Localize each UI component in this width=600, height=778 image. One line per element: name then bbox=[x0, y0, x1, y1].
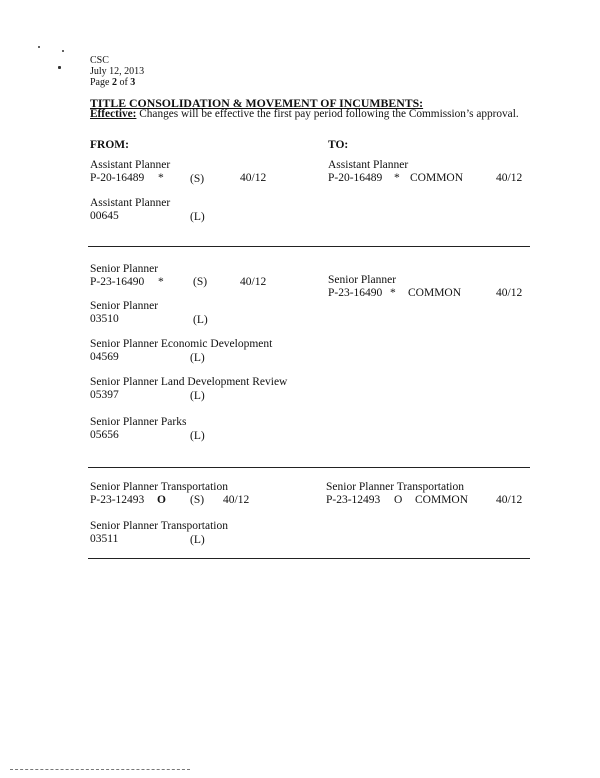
from-status: (L) bbox=[193, 314, 208, 326]
from-status: (S) bbox=[190, 494, 205, 506]
from-status: (L) bbox=[190, 352, 205, 364]
from-flag: * bbox=[158, 276, 164, 288]
header-date: July 12, 2013 bbox=[90, 66, 145, 77]
from-hours: 40/12 bbox=[240, 172, 267, 184]
from-hours: 40/12 bbox=[223, 494, 250, 506]
from-hours: 40/12 bbox=[240, 276, 267, 288]
from-title: Assistant Planner bbox=[90, 197, 171, 209]
scan-edge-artifact bbox=[10, 769, 190, 770]
to-type: COMMON bbox=[415, 494, 469, 506]
from-code: 03510 bbox=[90, 313, 119, 325]
from-title: Senior Planner bbox=[90, 300, 159, 312]
to-hours: 40/12 bbox=[496, 172, 523, 184]
from-status: (S) bbox=[190, 173, 205, 185]
scan-speck bbox=[58, 66, 61, 69]
from-title: Assistant Planner bbox=[90, 159, 171, 171]
from-code: 03511 bbox=[90, 533, 119, 545]
from-title: Senior Planner Transportation bbox=[90, 481, 228, 493]
from-code: 05656 bbox=[90, 429, 119, 441]
to-title: Assistant Planner bbox=[328, 159, 409, 171]
effective-label: Effective: bbox=[90, 108, 137, 120]
to-code: P-23-16490 bbox=[328, 287, 383, 299]
effective-line bbox=[90, 108, 519, 120]
from-status: (L) bbox=[190, 211, 205, 223]
section-divider bbox=[88, 467, 530, 468]
from-flag: O bbox=[157, 494, 166, 506]
to-code: P-20-16489 bbox=[328, 172, 383, 184]
scan-speck bbox=[62, 50, 64, 52]
from-title: Senior Planner Parks bbox=[90, 416, 187, 428]
to-code: P-23-12493 bbox=[326, 494, 381, 506]
from-status: (S) bbox=[193, 276, 208, 288]
page-total: 3 bbox=[130, 77, 136, 88]
from-title: Senior Planner Economic Development bbox=[90, 338, 273, 350]
to-title: Senior Planner Transportation bbox=[326, 481, 464, 493]
from-code: P-23-12493 bbox=[90, 494, 145, 506]
to-flag: O bbox=[394, 494, 403, 506]
from-title: Senior Planner bbox=[90, 263, 159, 275]
page-current: 2 bbox=[111, 77, 117, 88]
from-flag: * bbox=[158, 172, 164, 184]
effective-text: Changes will be effective the first pay period following the Commission’s approval. bbox=[136, 108, 519, 120]
to-heading: TO: bbox=[328, 139, 349, 151]
to-hours: 40/12 bbox=[496, 287, 523, 299]
to-title: Senior Planner bbox=[328, 274, 397, 286]
to-type: COMMON bbox=[408, 287, 462, 299]
from-code: P-20-16489 bbox=[90, 172, 145, 184]
to-type: COMMON bbox=[410, 172, 464, 184]
from-heading: FROM: bbox=[90, 139, 129, 151]
from-code: P-23-16490 bbox=[90, 276, 145, 288]
from-status: (L) bbox=[190, 390, 205, 402]
header-org: CSC bbox=[90, 55, 109, 66]
section-divider bbox=[88, 246, 530, 247]
section-title: TITLE CONSOLIDATION & MOVEMENT OF INCUMBENTS: bbox=[90, 96, 424, 110]
from-code: 05397 bbox=[90, 389, 119, 401]
from-code: 00645 bbox=[90, 210, 119, 222]
section-divider bbox=[88, 558, 530, 559]
from-title: Senior Planner Land Development Review bbox=[90, 376, 288, 388]
from-status: (L) bbox=[190, 430, 205, 442]
from-title: Senior Planner Transportation bbox=[90, 520, 228, 532]
from-status: (L) bbox=[190, 534, 205, 546]
to-hours: 40/12 bbox=[496, 494, 523, 506]
to-flag: * bbox=[394, 172, 400, 184]
from-code: 04569 bbox=[90, 351, 119, 363]
header-page: Page 2 of 3 bbox=[90, 77, 136, 88]
to-flag: * bbox=[390, 287, 396, 299]
scan-speck bbox=[38, 46, 40, 48]
